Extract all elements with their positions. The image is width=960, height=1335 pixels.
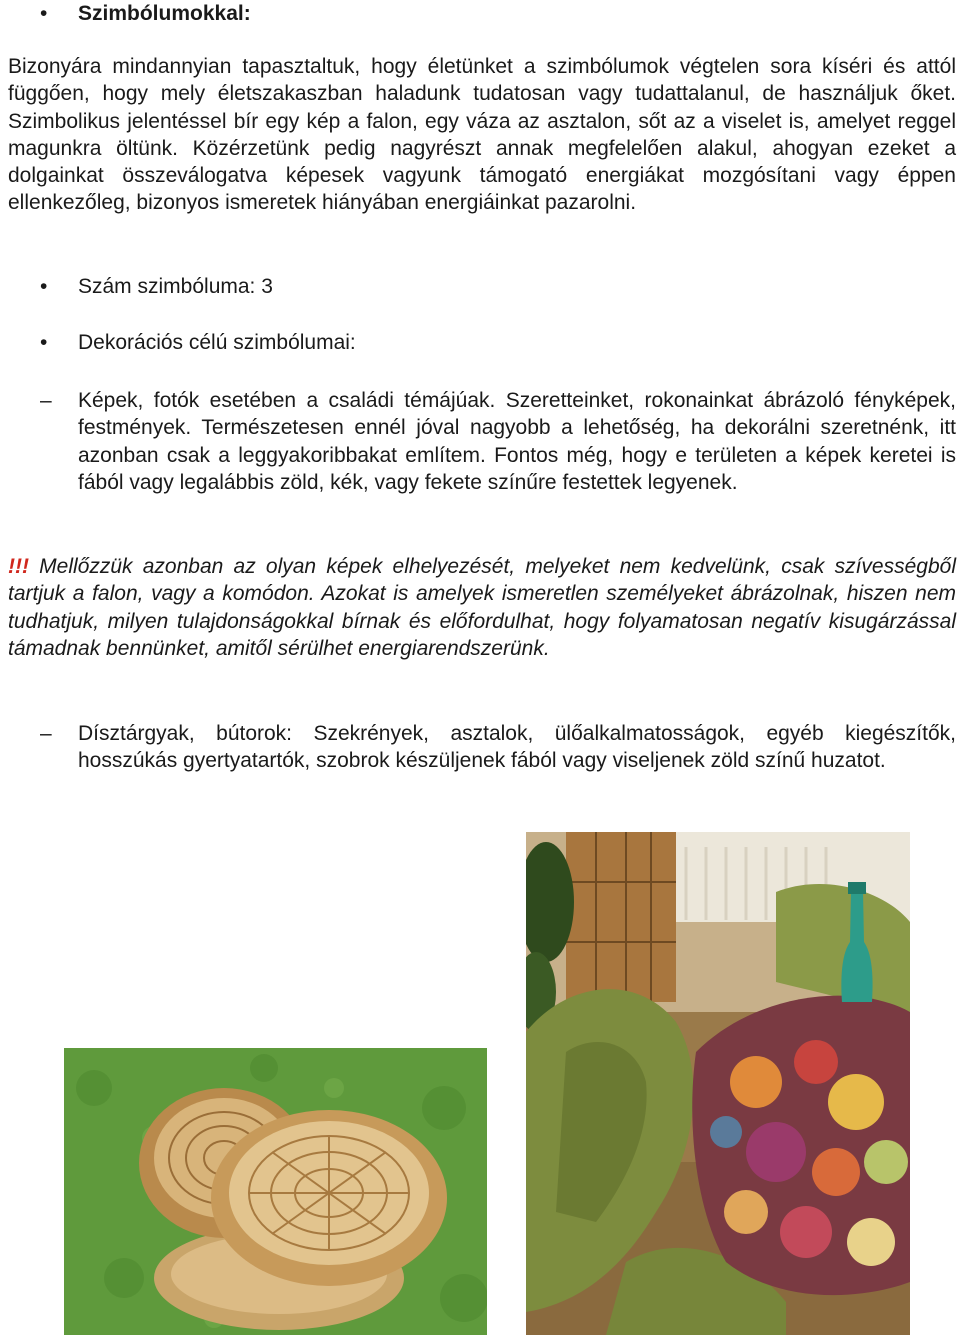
warning-text: Mellőzzük azonban az olyan képek elhelyezését, melyeket nem kedvelünk, csak szívességből tartjuk a falon, vagy a komódon. Azokat is amelyek ismeretlen személyeket ábrázolnak, hiszen nem tudhatjuk, milyen tulajdonságokkal bírnak és előfordulhat, hogy folyamatosan negatív kisugárzással támadnak bennünket, amitől sérülhet energiarendszerünk. [8, 555, 956, 660]
bullet-text: Szám szimbóluma: 3 [78, 275, 273, 298]
warning-marker: !!! [8, 555, 29, 578]
photo-green-chairs [526, 832, 910, 1335]
dash-item-text: Dísztárgyak, bútorok: Szekrények, asztalok, ülőalkalmatosságok, egyéb kiegészítők, hosszúkás gyertyatartók, szobrok készüljenek fából vagy viseljenek zöld színű huzatot. [78, 722, 956, 773]
dash-icon: – [40, 389, 52, 412]
warning-paragraph [8, 553, 956, 662]
dash-item-text: Képek, fotók esetében a családi témájúak. Szeretteinket, rokonainkat ábrázoló fényképek, festmények. Természetesen ennél jóval nagyobb a lehetőség, ha dekorálni szeretnénk, itt azonban csak a leggyakoribbakat említem. Fontos még, hogy e területen a képek keretei is fából vagy legalábbis zöld, kék, vagy fekete színűre festettek legyenek. [78, 389, 956, 494]
bullet-icon: • [40, 331, 48, 354]
bullet-icon: • [40, 2, 48, 25]
photo-wicker-baskets [64, 1048, 487, 1335]
dash-icon: – [40, 722, 52, 745]
intro-paragraph: Bizonyára mindannyian tapasztaltuk, hogy életünket a szimbólumok végtelen sora kíséri és attól függően, hogy mely életszakaszban haladunk tudatosan vagy tudattalanul, de használjuk őket. Szimbolikus jelentéssel bír egy kép a falon, egy váza az asztalon, sőt az a viselet is, amelyet reggel magunkra öltünk. Közérzetünk pedig nagyrészt annak megfelelően alakul, ahogyan ezeket a dolgainkat összeválogatva képesek vagyunk támogató energiákat mozgósítani vagy éppen ellenkezőleg, bizonyos ismeretek hiányában energiáinkat pazarolni. [8, 55, 956, 215]
bullet-text: Dekorációs célú szimbólumai: [78, 331, 356, 354]
bullet-icon: • [40, 275, 48, 298]
section-heading-text: Szimbólumokkal: [78, 2, 251, 25]
